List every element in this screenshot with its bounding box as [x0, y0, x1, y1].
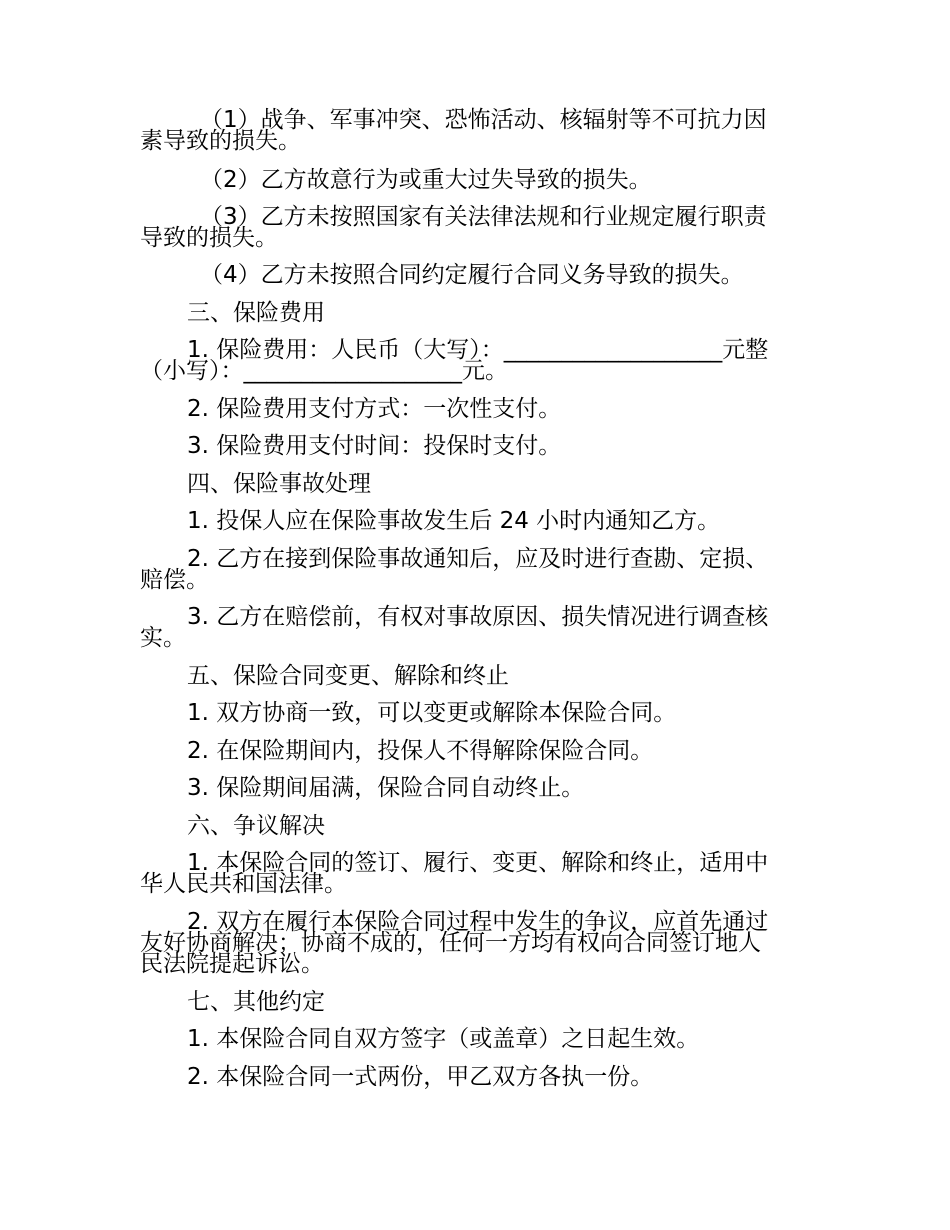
paragraph-notify	[140, 508, 810, 534]
paragraph-line: 3. 保险期间届满，保险合同自动终止。	[187, 775, 585, 801]
paragraph-dispute-resolution	[140, 909, 810, 977]
paragraph-line: （2）乙方故意行为或重大过失导致的损失。	[200, 167, 652, 193]
paragraph-fee-amount	[140, 337, 810, 384]
paragraph-line: 实。	[140, 625, 186, 651]
paragraph-line: （3）乙方未按照国家有关法律法规和行业规定履行职责	[200, 204, 767, 230]
paragraph-auto-termination	[140, 775, 810, 801]
paragraph-intentional-act	[140, 167, 810, 193]
section-heading: 七、其他约定	[187, 989, 325, 1015]
section-heading: 五、保险合同变更、解除和终止	[187, 663, 509, 689]
paragraph-line: 2. 双方在履行本保险合同过程中发生的争议，应首先通过	[187, 909, 769, 935]
paragraph-line: 1. 本保险合同自双方签字（或盖章）之日起生效。	[187, 1026, 700, 1052]
section-heading-insurance-fee	[140, 300, 810, 326]
paragraph-no-termination	[140, 738, 810, 764]
section-heading-other	[140, 989, 810, 1015]
paragraph-line: 导致的损失。	[140, 225, 278, 251]
paragraph-line: 2. 本保险合同一式两份，甲乙双方各执一份。	[187, 1064, 654, 1090]
paragraph-line: 1. 双方协商一致，可以变更或解除本保险合同。	[187, 700, 677, 726]
paragraph-line: 素导致的损失。	[140, 128, 301, 154]
paragraph-line: 友好协商解决；协商不成的，任何一方均有权向合同签订地人	[140, 930, 761, 956]
paragraph-line: 1. 保险费用：人民币（大写）：___________________元整	[187, 337, 769, 363]
paragraph-line: 1. 本保险合同的签订、履行、变更、解除和终止，适用中	[187, 850, 769, 876]
section-heading: 六、争议解决	[187, 813, 325, 839]
section-heading: 三、保险费用	[187, 300, 325, 326]
section-heading-contract-change	[140, 663, 810, 689]
paragraph-governing-law	[140, 850, 810, 897]
paragraph-effective	[140, 1026, 810, 1052]
paragraph-line: 3. 保险费用支付时间：投保时支付。	[187, 433, 562, 459]
paragraph-investigate	[140, 604, 810, 651]
paragraph-regulation-breach	[140, 204, 810, 251]
paragraph-line: （4）乙方未按照合同约定履行合同义务导致的损失。	[200, 262, 744, 288]
paragraph-survey	[140, 546, 810, 593]
paragraph-copies	[140, 1064, 810, 1090]
paragraph-fee-time	[140, 433, 810, 459]
paragraph-contract-breach	[140, 262, 810, 288]
section-heading: 四、保险事故处理	[187, 471, 371, 497]
paragraph-mutual-agreement	[140, 700, 810, 726]
paragraph-line: （1）战争、军事冲突、恐怖活动、核辐射等不可抗力因	[200, 107, 767, 133]
paragraph-line: 2. 乙方在接到保险事故通知后，应及时进行查勘、定损、	[187, 546, 769, 572]
paragraph-fee-method	[140, 396, 810, 422]
paragraph-line: 2. 保险费用支付方式：一次性支付。	[187, 396, 562, 422]
paragraph-line: 华人民共和国法律。	[140, 871, 347, 897]
paragraph-line: 民法院提起诉讼。	[140, 951, 324, 977]
section-heading-accident-handling	[140, 471, 810, 497]
paragraph-force-majeure	[140, 107, 810, 154]
paragraph-line: 1. 投保人应在保险事故发生后 24 小时内通知乙方。	[187, 508, 721, 534]
paragraph-line: 3. 乙方在赔偿前，有权对事故原因、损失情况进行调查核	[187, 604, 769, 630]
section-heading-dispute	[140, 813, 810, 839]
paragraph-line: （小写）：___________________元。	[140, 358, 508, 384]
paragraph-line: 赔偿。	[140, 567, 209, 593]
paragraph-line: 2. 在保险期间内，投保人不得解除保险合同。	[187, 738, 654, 764]
